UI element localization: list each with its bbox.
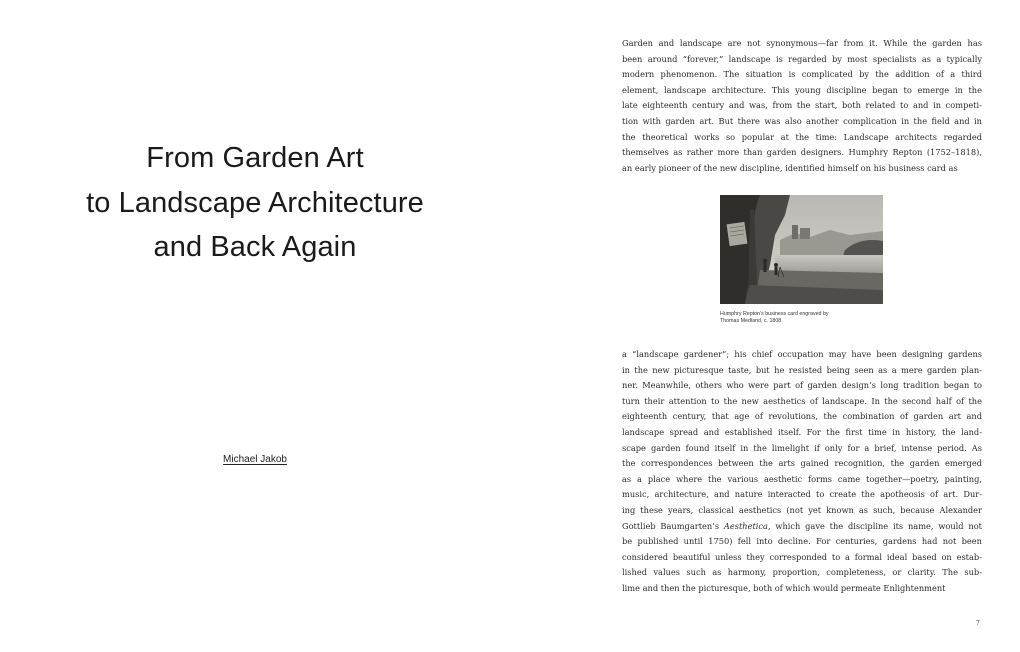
text-line: been around “forever,” landscape is regarded by most specialists as a typically [622, 53, 982, 64]
text-line: in the new picturesque taste, but he resisted being seen as a mere garden plan- [622, 364, 982, 375]
chapter-title-line-3: and Back Again [153, 231, 357, 263]
text-line: late eighteenth century and was, from the start, both related to and in competi- [622, 100, 982, 111]
chapter-title-line-1: From Garden Art [146, 142, 364, 174]
text-line: considered beautiful unless they corresponded to a formal ideal based on estab- [622, 551, 982, 562]
text-line: as a place where the various aesthetic forms came together—poetry, painting, [622, 473, 982, 484]
text-line: a “landscape gardener”; his chief occupation may have been designing gardens [622, 349, 982, 359]
text-line: modern phenomenon. The situation is complicated by the addition of a third [622, 69, 982, 80]
text-line: landscape spread and established itself. For the first time in history, the land- [622, 426, 982, 437]
text-line: be published until 1750) fell into decline. For centuries, gardens had not been [622, 536, 982, 547]
author-byline [0, 454, 510, 465]
text-line: ner. Meanwhile, others who were part of garden design’s long tradition began to [622, 380, 982, 391]
text-line: Gottlieb Baumgarten’s Aesthetica, which gave the discipline its name, would not [622, 520, 982, 531]
chapter-title-line-2: to Landscape Architecture [86, 186, 424, 219]
engraving-illustration [720, 195, 883, 304]
figure-caption [720, 311, 890, 325]
caption-line-1: Humphry Repton’s business card engraved by [720, 311, 829, 317]
chapter-title [0, 136, 510, 270]
caption-line-2: Thomas Medland, c. 1808. [720, 318, 783, 324]
text-line: tion with garden art. But there was also another complication in the field and in [622, 115, 982, 126]
text-line: eighteenth century, that age of revolutions, the combination of garden art and [622, 411, 982, 422]
text-line: element, landscape architecture. This young discipline began to emerge in the [622, 84, 982, 95]
text-line: lime and then the picturesque, both of which would permeate Enlightenment [622, 582, 946, 593]
body-paragraph-2 [622, 347, 982, 597]
right-page [510, 0, 1020, 652]
book-title-italic: Aesthetica [723, 520, 768, 531]
text-line: Garden and landscape are not synonymous—far from it. While the garden has [622, 38, 982, 48]
body-paragraph-1 [622, 36, 982, 176]
text-line: scape garden found itself in the limelight if only for a brief, intense period. As [622, 442, 982, 453]
text-line: ing these years, classical aesthetics (not yet known as such, because Alexander [622, 504, 982, 515]
text-line: the theoretical works so popular at the time: Landscape architects regarded [622, 131, 982, 142]
text-line: themselves as rather more than garden designers. Humphry Repton (1752–1818), [622, 147, 982, 158]
text-line: the correspondences between the arts gained recognition, the garden emerged [622, 458, 982, 469]
text-line: music, architecture, and nature interacted to create the apotheosis of art. Dur- [622, 489, 982, 500]
text-line: lished values such as harmony, proportion, completeness, or clarity. The sub- [622, 567, 982, 578]
engraving-landscape-image [720, 195, 883, 304]
text-line: an early pioneer of the new discipline, identified himself on his business card as [622, 162, 958, 173]
author-name[interactable]: Michael Jakob [223, 454, 287, 465]
page-number: 7 [976, 620, 980, 627]
text-line: turn their attention to the new aesthetics of landscape. In the second half of the [622, 395, 982, 406]
